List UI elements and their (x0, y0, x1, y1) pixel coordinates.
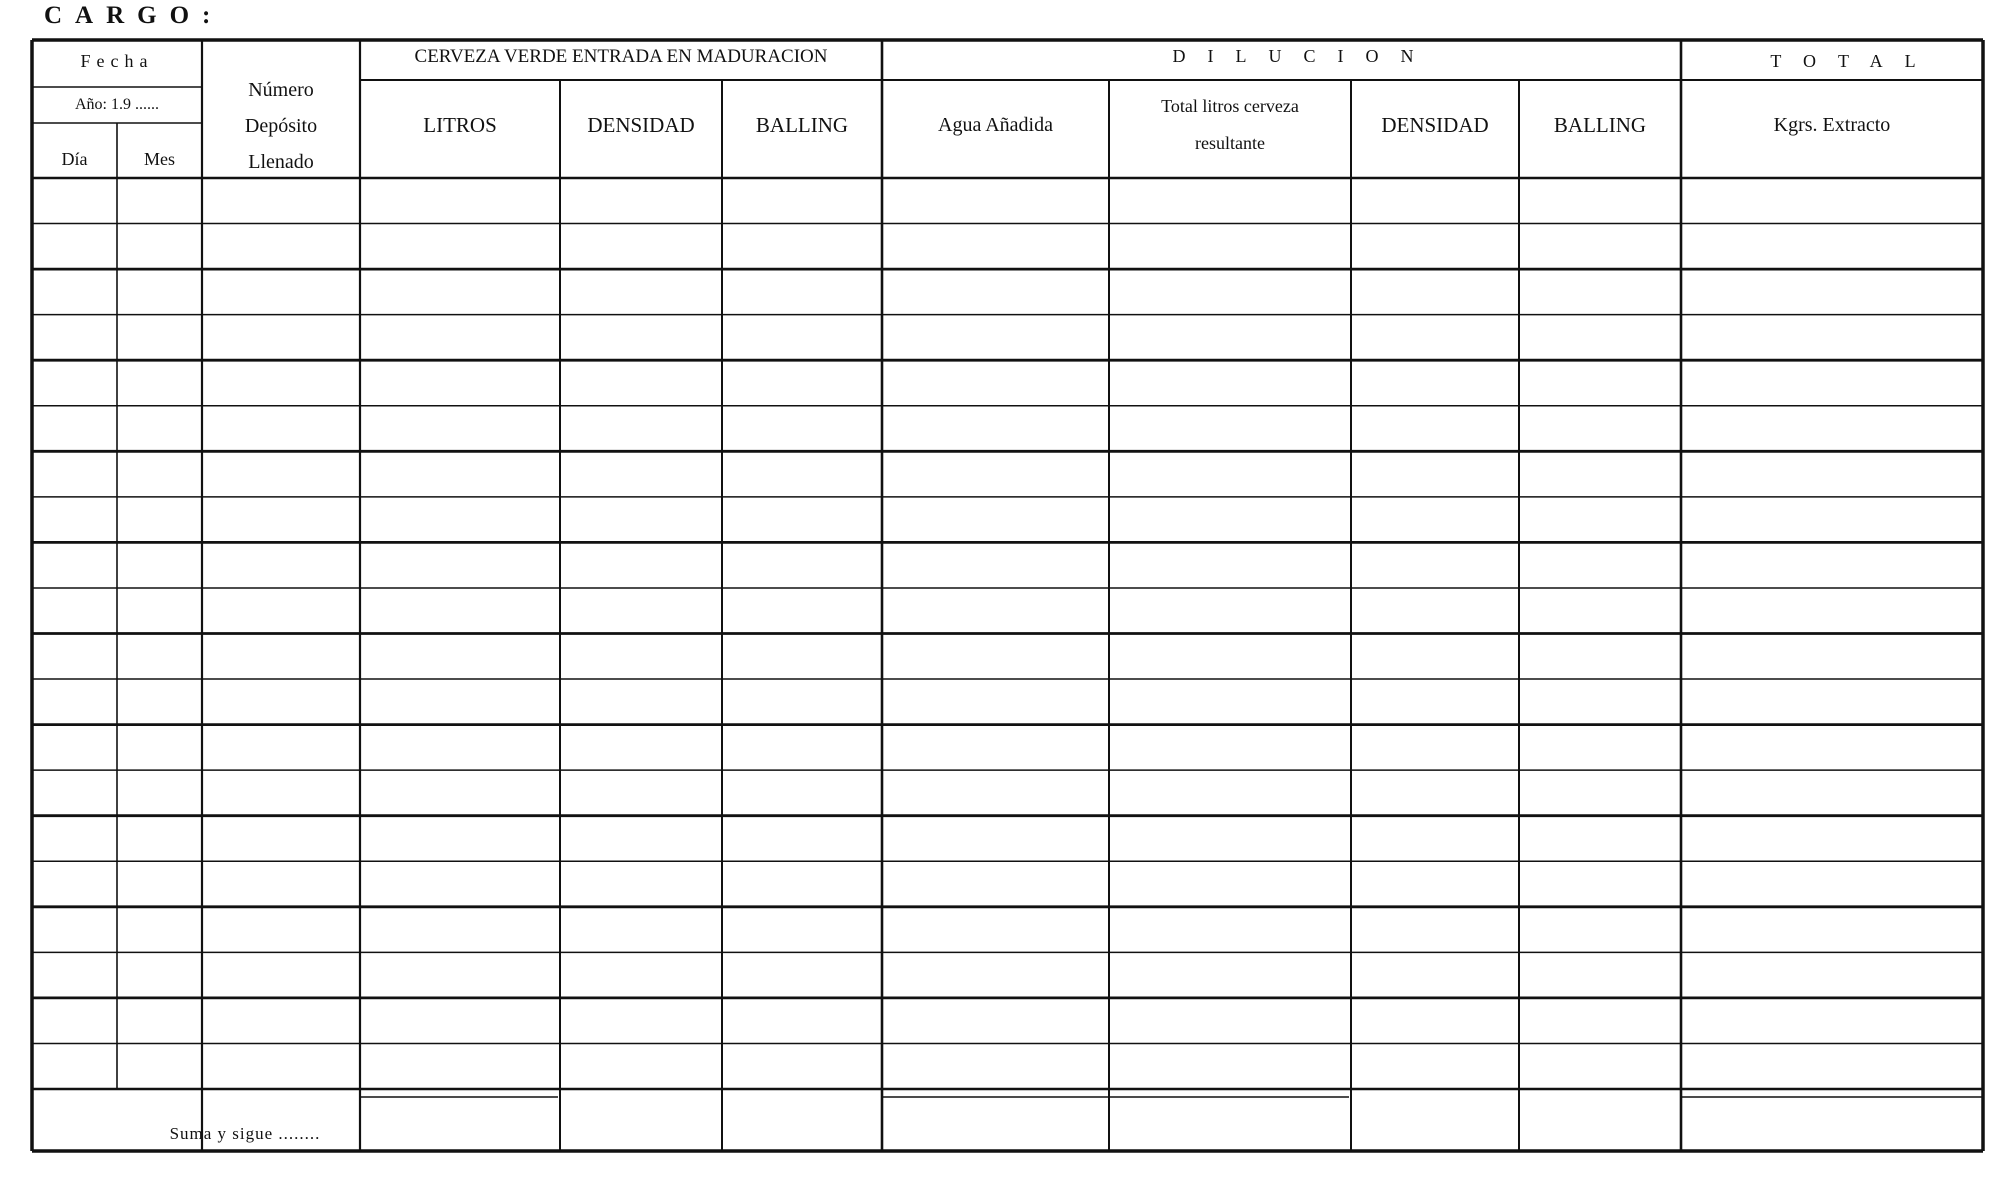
deposit-llenado-label: Llenado (248, 151, 314, 173)
densidad-header: DENSIDAD (587, 113, 695, 137)
dilucion-title: DILUCION (1172, 46, 1436, 66)
month-label: Mes (144, 149, 175, 169)
year-label: Año: 1.9 ...... (75, 96, 159, 113)
day-label: Día (61, 149, 88, 169)
kgrs-extracto-header: Kgrs. Extracto (1773, 114, 1891, 136)
suma-y-sigue-label: Suma y sigue ........ (169, 1124, 321, 1143)
litros-header: LITROS (423, 113, 497, 137)
dilucion-densidad-header: DENSIDAD (1381, 113, 1489, 137)
green-beer-title: CERVEZA VERDE ENTRADA EN MADURACION (414, 46, 828, 67)
entry-rows (32, 224, 1983, 1097)
total-litros-header: Total litros cerveza (1161, 96, 1299, 116)
balling-header: BALLING (755, 113, 849, 137)
resultante-header: resultante (1195, 133, 1265, 153)
form-frame (32, 40, 1983, 1151)
form-title: CARGO: (44, 2, 224, 29)
deposit-deposito-label: Depósito (244, 115, 318, 137)
fecha-label: Fecha (80, 51, 154, 71)
total-title: TOTAL (1770, 51, 1938, 71)
deposit-numero-label: Número (248, 79, 314, 101)
dilucion-balling-header: BALLING (1553, 113, 1647, 137)
agua-header: Agua Añadida (938, 114, 1053, 136)
